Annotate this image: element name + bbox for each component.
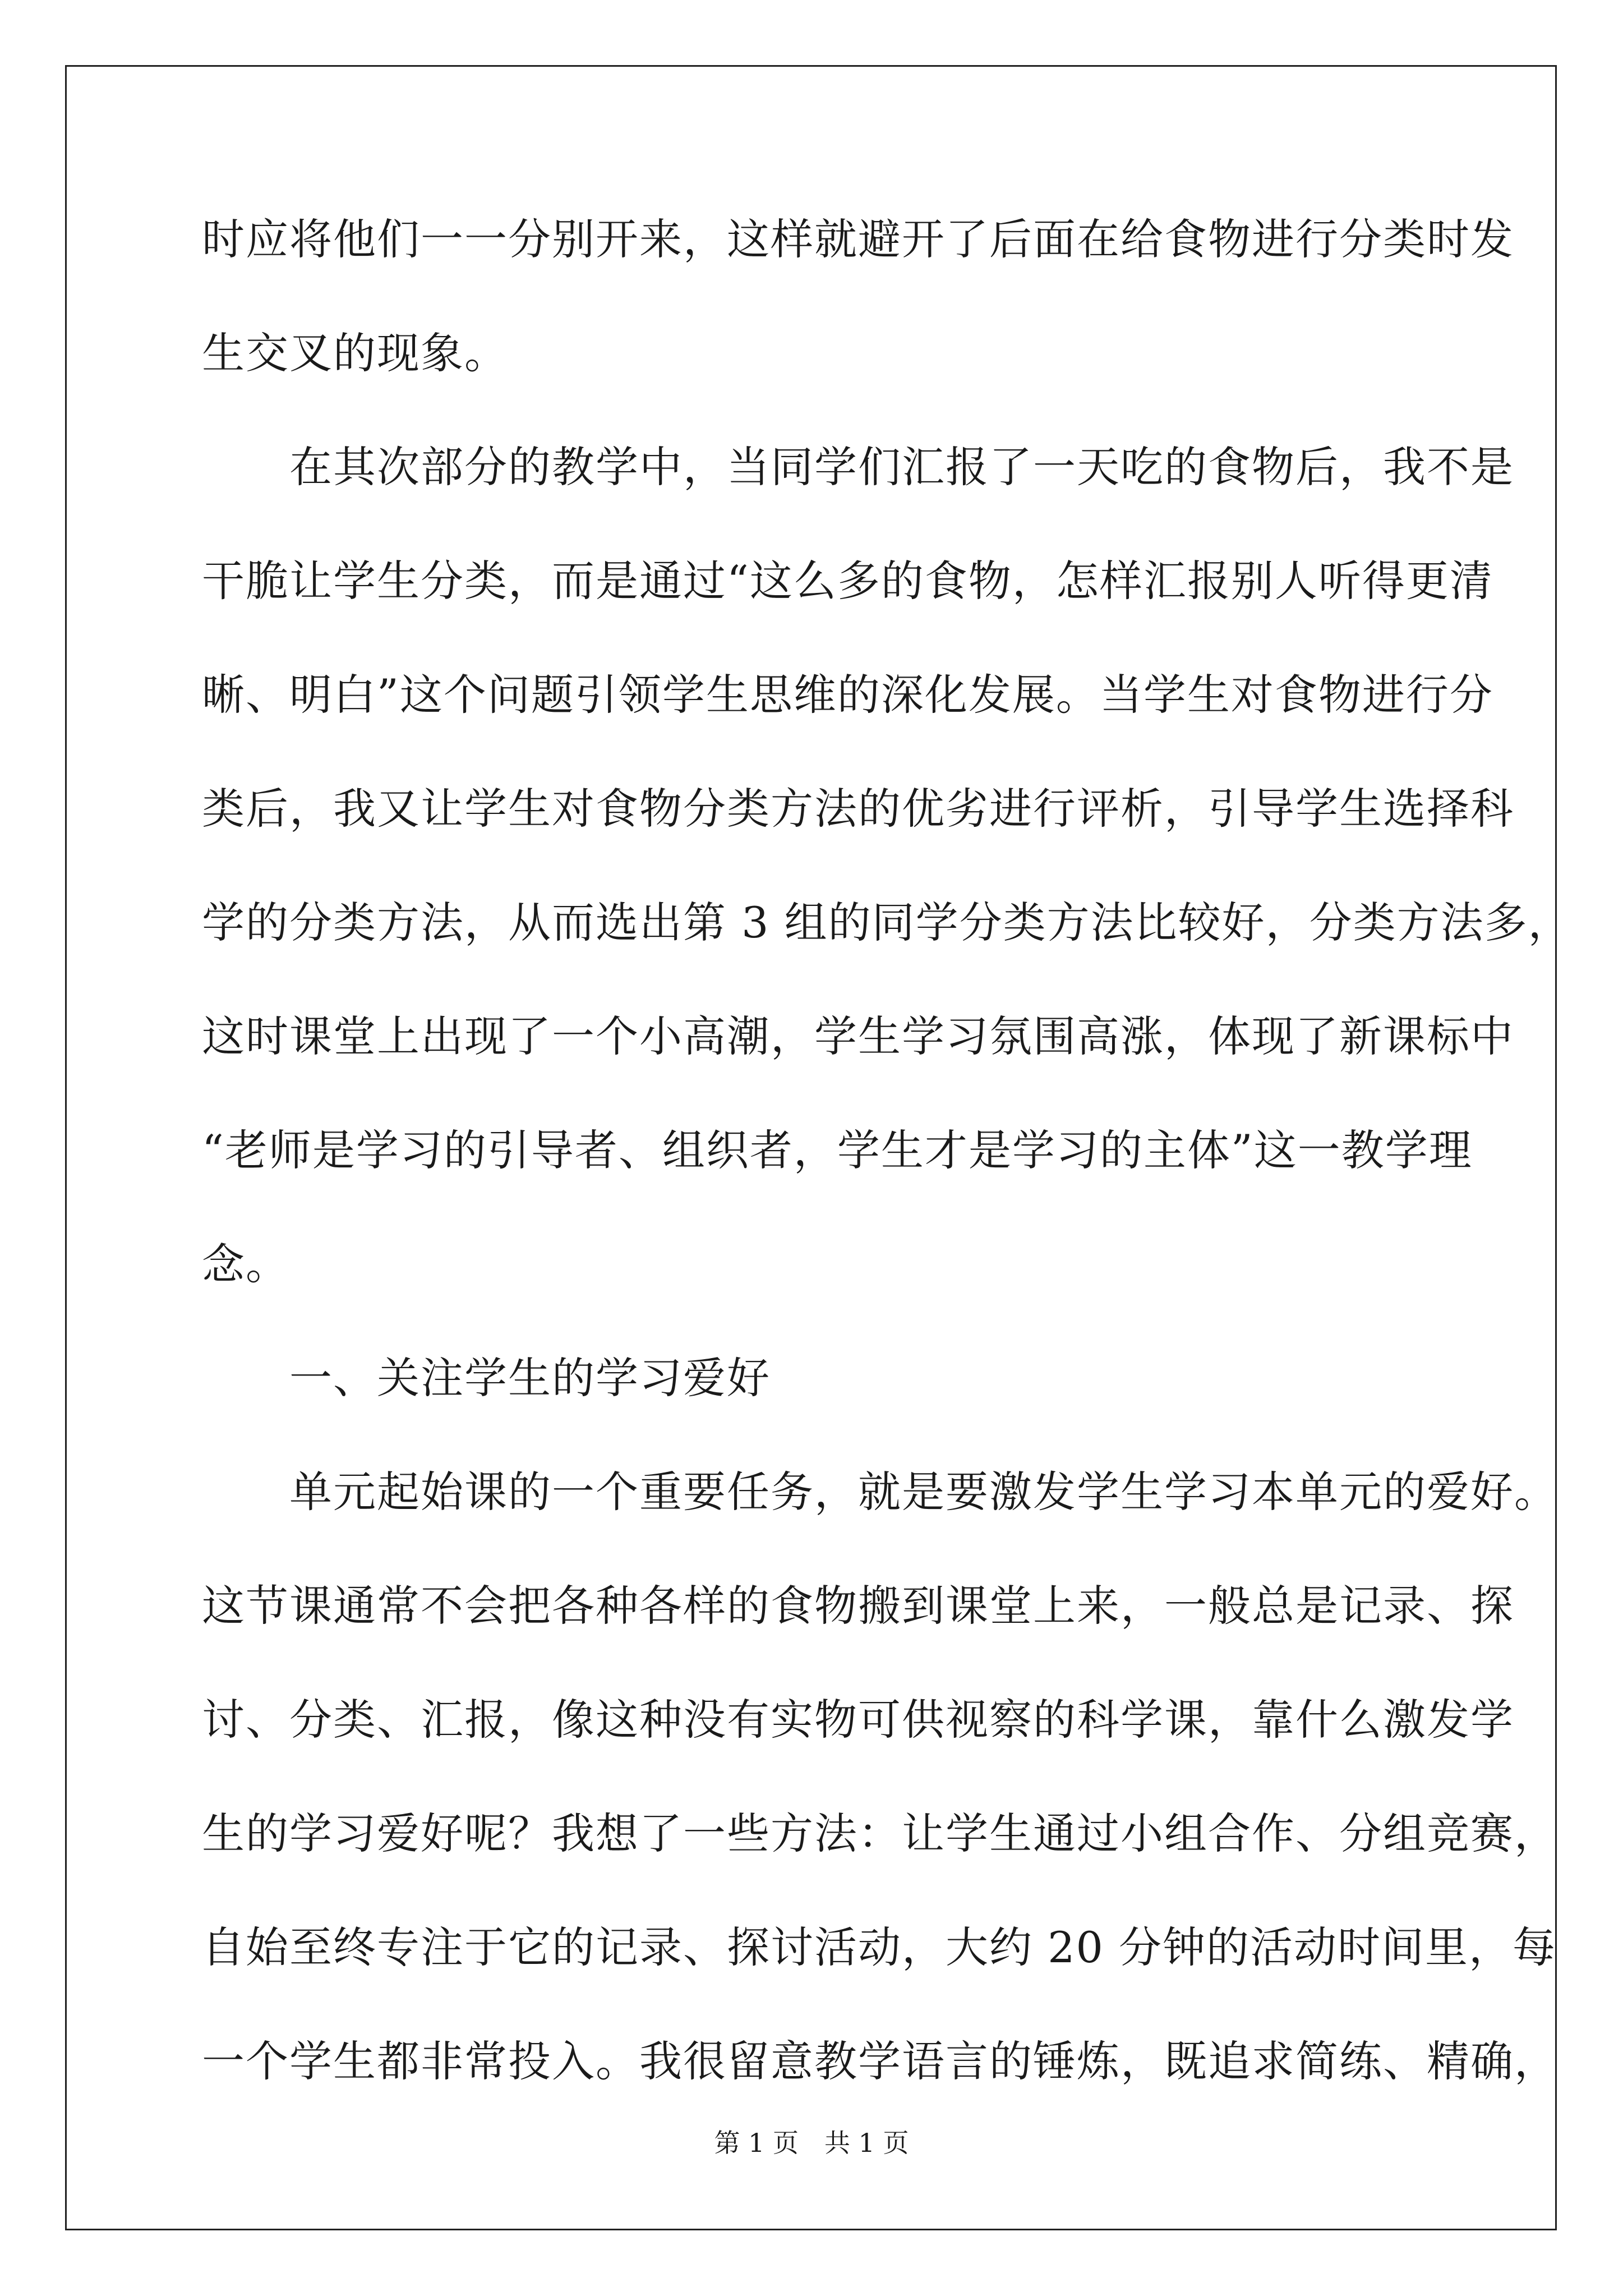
text-line: 时应将他们一一分别开来，这样就避开了后面在给食物进行分类时发 (202, 214, 1514, 264)
section-heading: 一、关注学生的学习爱好 (202, 1353, 771, 1403)
page-number-footer: 第 1 页 共 1 页 (714, 2128, 909, 2158)
text-line: 这节课通常不会把各种各样的食物搬到课堂上来，一般总是记录、探 (202, 1581, 1514, 1631)
text-line: 在其次部分的教学中，当同学们汇报了一天吃的食物后，我不是 (202, 442, 1514, 492)
text-line: 生交叉的现象。 (202, 328, 508, 378)
text-line: 类后，我又让学生对食物分类方法的优劣进行评析，引导学生选择科 (202, 784, 1514, 834)
text-line: 生的学习爱好呢？我想了一些方法：让学生通过小组合作、分组竞赛， (202, 1809, 1558, 1858)
text-line: “老师是学习的引导者、组织者，学生才是学习的主体”这一教学理 (202, 1125, 1473, 1175)
text-line: 单元起始课的一个重要任务，就是要激发学生学习本单元的爱好。 (202, 1467, 1558, 1517)
text-line: 晰、明白”这个问题引领学生思维的深化发展。当学生对食物进行分 (202, 670, 1493, 720)
text-line: 这时课堂上出现了一个小高潮，学生学习氛围高涨，体现了新课标中 (202, 1011, 1514, 1061)
text-line: 讨、分类、汇报，像这种没有实物可供视察的科学课，靠什么激发学 (202, 1695, 1514, 1745)
text-line: 学的分类方法，从而选出第 3 组的同学分类方法比较好，分类方法多， (202, 898, 1572, 947)
text-line: 一个学生都非常投入。我很留意教学语言的锤炼，既追求简练、精确， (202, 2036, 1558, 2086)
text-line: 自始至终专注于它的记录、探讨活动，大约 20 分钟的活动时间里，每 (202, 1922, 1557, 1972)
text-line: 干脆让学生分类，而是通过“这么多的食物，怎样汇报别人听得更清 (202, 556, 1493, 606)
text-line: 念。 (202, 1239, 289, 1289)
